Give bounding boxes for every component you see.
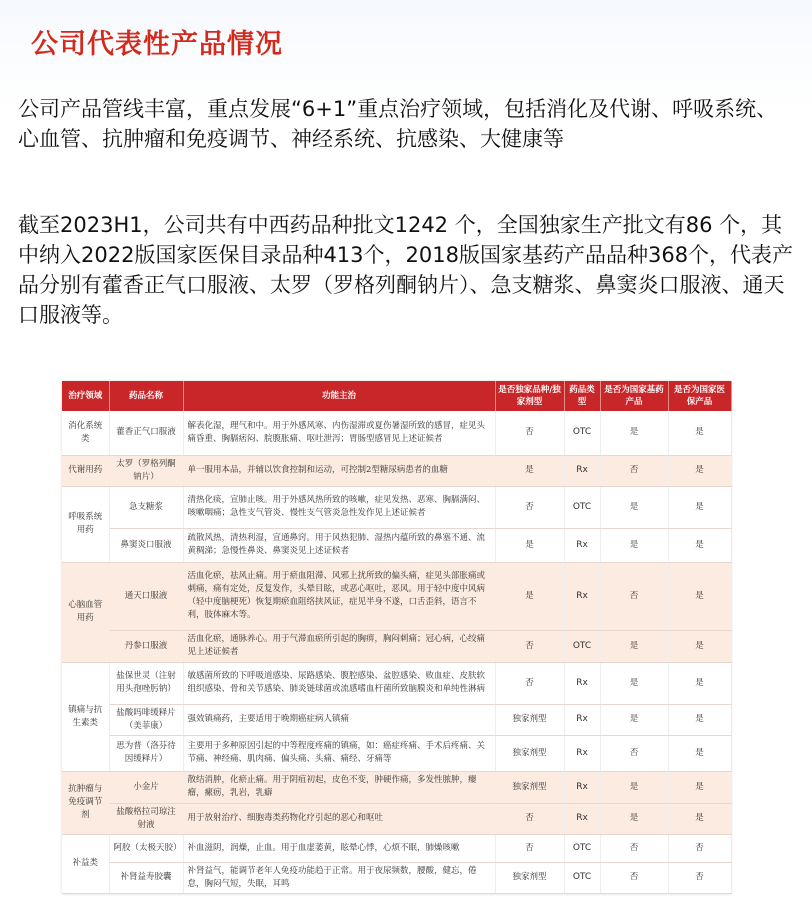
drug-name: 急支糖浆 [109,486,183,528]
insurance-cell: 是 [668,411,731,455]
drug-name: 通天口服液 [109,562,183,630]
basic-drug-cell: 是 [600,771,668,803]
table-row [62,562,731,630]
table-row [62,735,731,771]
insurance-cell: 是 [668,562,731,630]
exclusive-cell: 否 [495,803,564,834]
insurance-cell: 是 [668,771,731,803]
basic-drug-cell: 是 [600,803,668,834]
drug-type: Rx [564,704,600,735]
exclusive-cell: 独家剂型 [495,771,564,803]
basic-drug-cell: 否 [600,862,668,893]
drug-function: 用于放射治疗、细胞毒类药物化疗引起的恶心和呕吐 [183,803,495,834]
drug-function: 主要用于多种原因引起的中等程度疼痛的镇痛，如：癌症疼痛、手术后疼痛、关节痛、神经痛、肌肉痛、偏头痛、头痛、痛经、牙痛等 [183,735,495,771]
basic-drug-cell: 是 [600,662,668,704]
basic-drug-cell: 是 [600,486,668,528]
exclusive-cell: 是 [495,528,564,562]
header-cell: 功能主治 [183,381,495,411]
drug-function: 活血化瘀，祛风止痛。用于瘀血阻滞、风邪上扰所致的偏头痛，症见头部胀痛或刺痛，痛有定处，反复发作，头晕目眩，或恶心呕吐，恶风。用于轻中度中风病（轻中度脑梗死）恢复期瘀血阻络挟风证，症见半身不遂，口舌歪斜，语言不利，肢体麻木等。 [183,562,495,630]
insurance-cell: 是 [668,630,731,662]
table-row [62,771,731,803]
drug-name: 藿香正气口服液 [109,411,183,455]
table-row [62,455,731,486]
exclusive-cell: 独家剂型 [495,735,564,771]
drug-name: 盐保世灵（注射用头孢唑肟钠） [109,662,183,704]
drug-function: 疏散风热，清热利湿，宣通鼻窍。用于风热犯肺、湿热内蕴所致的鼻塞不通、流黄稠涕；急慢性鼻炎、鼻窦炎见上述证候者 [183,528,495,562]
table-row [62,486,731,528]
drug-name: 小金片 [109,771,183,803]
drug-function: 活血化瘀，通脉养心。用于气滞血瘀所引起的胸痹，胸闷刺痛；冠心病，心绞痛见上述证候者 [183,630,495,662]
product-table-image [62,381,731,894]
insurance-cell: 是 [668,528,731,562]
drug-type: Rx [564,562,600,630]
exclusive-cell: 独家剂型 [495,704,564,735]
exclusive-cell: 否 [495,486,564,528]
drug-type: Rx [564,528,600,562]
drug-name: 鼻窦炎口服液 [109,528,183,562]
table-row [62,704,731,735]
drug-function: 补血滋阴，润燥，止血。用于血虚萎黄，眩晕心悸，心烦不眠，肺燥咳嗽 [183,834,495,862]
drug-function: 散结消肿，化瘀止痛。用于阴疽初起，皮色不变，肿硬作痛，多发性脓肿，瘿瘤，瘰疬，乳岩，乳癖 [183,771,495,803]
drug-function: 单一服用本品，并辅以饮食控制和运动，可控制2型糖尿病患者的血糖 [183,455,495,486]
drug-type: OTC [564,834,600,862]
drug-type: OTC [564,630,600,662]
drug-type: Rx [564,662,600,704]
header-cell: 药品类型 [564,381,600,411]
product-table [62,381,732,894]
drug-type: OTC [564,411,600,455]
table-row [62,528,731,562]
exclusive-cell: 否 [495,834,564,862]
basic-drug-cell: 是 [600,528,668,562]
header-cell: 是否为国家基药产品 [600,381,668,411]
category-cell: 补益类 [62,834,109,893]
exclusive-cell: 独家剂型 [495,862,564,893]
insurance-cell: 是 [668,803,731,834]
table-row [62,862,731,893]
basic-drug-cell: 否 [600,735,668,771]
exclusive-cell: 否 [495,411,564,455]
drug-type: Rx [564,455,600,486]
basic-drug-cell: 否 [600,455,668,486]
table-header-row [62,381,731,411]
stats-paragraph: 截至2023H1，公司共有中西药品种批文1242 个，全国独家生产批文有86 个，其中纳入2022版国家医保目录品种413个，2018版国家基药产品品种368个，代表产品分别有藿香正气口服液、太罗（罗格列酮钠片）、急支糖浆、鼻窦炎口服液、通天口服液等。 [18,213,794,327]
drug-type: Rx [564,803,600,834]
drug-function: 解表化湿，理气和中。用于外感风寒、内伤湿滞或夏伤暑湿所致的感冒，症见头痛昏重、胸膈痞闷、脘腹胀痛、呕吐泄泻；胃肠型感冒见上述证候者 [183,411,495,455]
drug-name: 太罗（罗格列酮钠片） [109,455,183,486]
drug-name: 思为普（洛芬待因缓释片） [109,735,183,771]
category-cell: 镇痛与抗生素类 [62,662,109,771]
drug-name: 补肾益寿胶囊 [109,862,183,893]
basic-drug-cell: 否 [600,562,668,630]
header-cell: 治疗领域 [62,381,109,411]
table-row [62,630,731,662]
insurance-cell: 是 [668,455,731,486]
category-cell: 消化系统类 [62,411,109,455]
exclusive-cell: 否 [495,662,564,704]
insurance-cell: 否 [668,862,731,893]
insurance-cell: 是 [668,486,731,528]
insurance-cell: 是 [668,735,731,771]
category-cell: 呼吸系统用药 [62,486,109,562]
drug-name: 丹参口服液 [109,630,183,662]
basic-drug-cell: 是 [600,630,668,662]
category-cell: 代谢用药 [62,455,109,486]
table-row [62,834,731,862]
table-row [62,803,731,834]
insurance-cell: 否 [668,834,731,862]
header-cell: 是否独家品种/独家剂型 [495,381,564,411]
exclusive-cell: 否 [495,630,564,662]
drug-function: 强效镇痛药，主要适用于晚期癌症病人镇痛 [183,704,495,735]
insurance-cell: 是 [668,662,731,704]
drug-name: 阿胶（太极天胶） [109,834,183,862]
insurance-cell: 是 [668,704,731,735]
basic-drug-cell: 是 [600,411,668,455]
page-title: 公司代表性产品情况 [31,29,283,60]
category-cell: 心脑血管用药 [62,562,109,662]
basic-drug-cell: 是 [600,704,668,735]
exclusive-cell: 是 [495,455,564,486]
table-row [62,662,731,704]
category-cell: 抗肿瘤与免疫调节剂 [62,771,109,834]
header-cell: 是否为国家医保产品 [668,381,731,411]
drug-type: Rx [564,771,600,803]
drug-function: 敏感菌所致的下呼吸道感染、尿路感染、腹腔感染、盆腔感染、败血症、皮肤软组织感染、骨和关节感染、肺炎链球菌或流感嗜血杆菌所致脑膜炎和单纯性淋病 [183,662,495,704]
drug-function: 清热化痰，宣肺止咳。用于外感风热所致的咳嗽，症见发热、恶寒、胸膈满闷、咳嗽咽痛；急性支气管炎、慢性支气管炎急性发作见上述证候者 [183,486,495,528]
drug-function: 补肾益气，能调节老年人免疫功能趋于正常。用于夜尿频数，腰酸，健忘，倦怠，胸闷气短，失眠，耳鸣 [183,862,495,893]
exclusive-cell: 是 [495,562,564,630]
drug-type: OTC [564,862,600,893]
drug-name: 盐酸吗啡缓释片（美菲康） [109,704,183,735]
basic-drug-cell: 否 [600,834,668,862]
intro-paragraph: 公司产品管线丰富，重点发展“6+1”重点治疗领域，包括消化及代谢、呼吸系统、心血管、抗肿瘤和免疫调节、神经系统、抗感染、大健康等 [18,97,778,151]
table-row [62,411,731,455]
header-cell: 药品名称 [109,381,183,411]
drug-type: OTC [564,486,600,528]
drug-type: Rx [564,735,600,771]
drug-name: 盐酸格拉司琼注射液 [109,803,183,834]
